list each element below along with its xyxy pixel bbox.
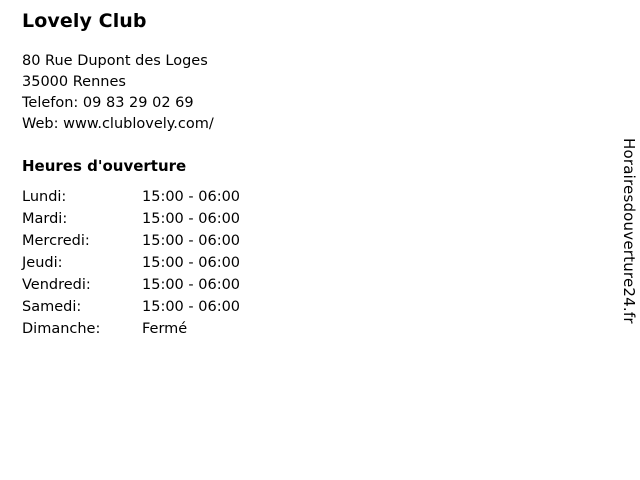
address-line-city: 35000 Rennes [22,73,126,90]
day-label: Lundi: [22,188,67,205]
day-label: Samedi: [22,298,82,315]
table-row [22,211,302,233]
address-line-street: 80 Rue Dupont des Loges [22,52,208,69]
table-row [22,255,302,277]
address-line-phone: Telefon: 09 83 29 02 69 [22,94,194,111]
day-label: Mardi: [22,210,68,227]
page-title: Lovely Club [22,10,147,32]
table-row [22,321,302,343]
table-row [22,299,302,321]
address-line-web: Web: www.clublovely.com/ [22,115,214,132]
table-row [22,277,302,299]
day-hours: 15:00 - 06:00 [142,232,241,249]
opening-hours-table [22,189,302,343]
day-label: Mercredi: [22,232,90,249]
day-hours: 15:00 - 06:00 [142,254,241,271]
address-block [22,51,582,135]
day-label: Vendredi: [22,276,91,293]
day-hours: 15:00 - 06:00 [142,298,241,315]
day-hours: 15:00 - 06:00 [142,188,241,205]
table-row [22,233,302,255]
day-hours: Fermé [142,320,188,337]
opening-hours-heading: Heures d'ouverture [22,156,187,175]
table-row [22,189,302,211]
day-label: Jeudi: [22,254,63,271]
source-watermark: Horairesdouverture24.fr [620,138,638,324]
day-label: Dimanche: [22,320,101,337]
day-hours: 15:00 - 06:00 [142,276,241,293]
business-info-card [22,10,582,343]
day-hours: 15:00 - 06:00 [142,210,241,227]
